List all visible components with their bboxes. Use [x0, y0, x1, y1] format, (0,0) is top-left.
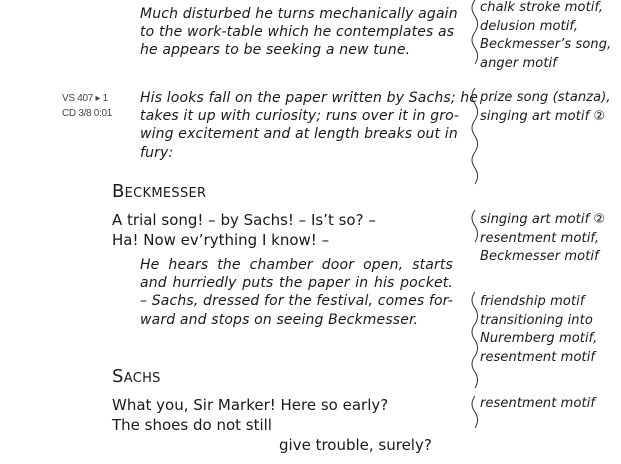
stage-line: he appears to be seeking a new tune. [140, 42, 411, 59]
stage-line: He hears the chamber door open, starts [140, 257, 453, 273]
stage-line: fury: [140, 144, 174, 161]
speaker-sachs: Sachs [112, 366, 161, 387]
stage-line: His looks fall on the paper written by Sachs; he [140, 90, 479, 106]
motif-list-3 [480, 211, 605, 267]
speaker-name [112, 366, 161, 387]
motif-brace [469, 292, 479, 392]
speaker-beckmesser: Beckmesser [112, 181, 207, 202]
stage-direction-2 [140, 89, 479, 162]
vocal-score-ref: VS 407 ▸ 1 [62, 93, 108, 104]
motif-label: Beckmesser motif [480, 249, 599, 264]
motif-list-2 [480, 89, 611, 126]
stage-line: and hurriedly puts the paper in his pocket. [140, 275, 453, 292]
stage-line: takes it up with curiosity; runs over it in gro- [140, 108, 460, 125]
motif-list-4 [480, 293, 597, 367]
motif-label: singing art motif ② [480, 212, 606, 227]
motif-list-1 [480, 0, 611, 73]
motif-label: delusion motif, [480, 18, 579, 34]
stage-line: Much disturbed he turns mechanically again [140, 6, 458, 22]
motif-label: singing art motif ② [480, 108, 606, 124]
motif-brace [469, 396, 479, 432]
stage-line: wing excitement and at length breaks out in [140, 126, 458, 143]
sung-text-1 [112, 210, 376, 250]
motif-label: resentment motif, [480, 230, 600, 246]
stage-direction-1 [140, 5, 458, 60]
sung-line: What you, Sir Marker! Here so early? [112, 396, 389, 414]
motif-brace [469, 210, 479, 246]
motif-label: chalk stroke motif, [480, 0, 604, 15]
stage-line: – Sachs, dressed for the festival, comes for- [140, 293, 454, 310]
stage-line: to the work-table which he contemplates as [140, 24, 455, 41]
motif-label: Nuremberg motif, [480, 331, 598, 346]
motif-label: resentment motif [480, 396, 596, 411]
motif-label: resentment motif [480, 349, 596, 365]
sung-text-2 [112, 395, 432, 455]
speaker-name [112, 181, 206, 202]
sung-line: A trial song! – by Sachs! – Is’t so? – [112, 211, 376, 229]
score-reference [62, 91, 112, 121]
motif-brace [469, 0, 479, 70]
stage-line: ward and stops on seeing Beckmesser. [140, 311, 419, 328]
motif-label: prize song (stanza), [480, 90, 611, 105]
motif-label: anger motif [480, 55, 557, 71]
motif-brace [469, 88, 479, 188]
motif-list-5 [480, 395, 595, 414]
stage-direction-3 [140, 256, 453, 329]
sung-line: give trouble, surely? [279, 436, 432, 454]
sung-line: Ha! Now ev’rything I know! – [112, 231, 330, 249]
motif-label: Beckmesser’s song, [480, 37, 612, 52]
motif-label: friendship motif [480, 294, 585, 309]
cd-ref: CD 3/8 0:01 [62, 108, 113, 119]
motif-label: transitioning into [480, 312, 593, 328]
sung-line: The shoes do not still [112, 416, 272, 434]
